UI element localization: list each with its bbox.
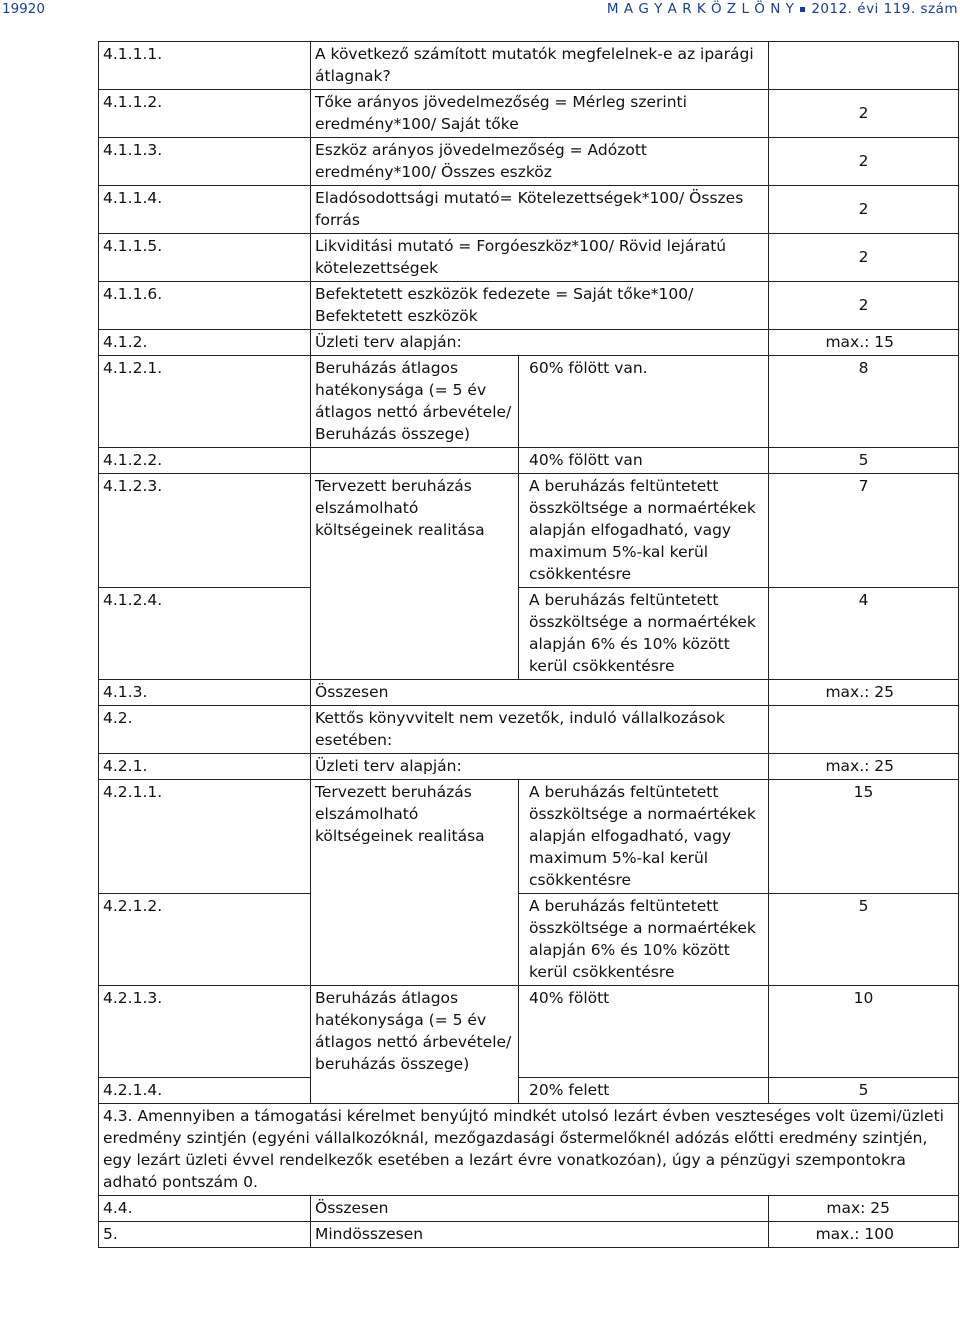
page-header — [0, 0, 960, 20]
row-id: 4.1.3. — [99, 680, 311, 706]
note-paragraph: 4.3. Amennyiben a támogatási kérelmet benyújtó mindkét utolsó lezárt évben veszteséges volt üzemi/üzleti eredmény szintjén (egyéni vállalkozóknál, mezőgazdasági őstermelőknél adózás előtti eredmény szintjén, egy lezárt üzleti évvel rendelkezők esetében a lezárt évre vonatkozóan), úgy a pénzügyi szempontokra adható pontszám 0. — [99, 1103, 959, 1195]
row-id: 4.1.2.3. — [99, 474, 311, 588]
row-criterion-empty — [311, 448, 519, 474]
row-text: Eszköz arányos jövedelmezőség = Adózott eredmény*100/ Összes eszköz — [311, 138, 769, 186]
row-points: 2 — [769, 186, 959, 234]
row-id: 4.1.1.1. — [99, 42, 311, 90]
row-points: 2 — [769, 282, 959, 330]
page-number: 19920 — [2, 1, 45, 17]
row-condition: A beruházás feltüntetett összköltsége a normaértékek alapján elfogadható, vagy maximum 5%-kal kerül csökkentésre — [519, 474, 769, 588]
table-row — [99, 474, 959, 588]
row-id: 5. — [99, 1221, 311, 1247]
table-row — [99, 138, 959, 186]
row-text: Befektetett eszközök fedezete = Saját tőke*100/ Befektetett eszközök — [311, 282, 769, 330]
row-points: 4 — [769, 588, 959, 680]
row-condition: A beruházás feltüntetett összköltsége a normaértékek alapján 6% és 10% között kerül csökkentésre — [519, 894, 769, 986]
row-text: Üzleti terv alapján: — [311, 754, 769, 780]
row-condition: 40% fölött — [519, 986, 769, 1078]
row-points: 2 — [769, 138, 959, 186]
section-row — [99, 706, 959, 754]
row-id: 4.4. — [99, 1195, 311, 1221]
row-criterion-empty — [311, 1077, 519, 1103]
table-row — [99, 780, 959, 894]
row-condition: A beruházás feltüntetett összköltsége a normaértékek alapján 6% és 10% között kerül csökkentésre — [519, 588, 769, 680]
row-max: max.: 25 — [769, 680, 959, 706]
scoring-table — [98, 41, 959, 1248]
row-condition: 40% fölött van — [519, 448, 769, 474]
row-id: 4.1.2. — [99, 330, 311, 356]
section-row — [99, 330, 959, 356]
row-text: Kettős könyvvitelt nem vezetők, induló vállalkozások esetében: — [311, 706, 769, 754]
scoring-table-container — [98, 41, 958, 1248]
section-row — [99, 754, 959, 780]
row-criterion: Beruházás átlagos hatékonysága (= 5 év átlagos nettó árbevétele/ Beruházás összege) — [311, 356, 519, 448]
section-row — [99, 680, 959, 706]
row-criterion-empty — [311, 894, 519, 986]
row-criterion: Beruházás átlagos hatékonysága (= 5 év átlagos nettó árbevétele/ beruházás összege) — [311, 986, 519, 1078]
row-id: 4.1.1.6. — [99, 282, 311, 330]
row-id: 4.1.2.4. — [99, 588, 311, 680]
row-criterion: Tervezett beruházás elszámolható költségeinek realitása — [311, 474, 519, 588]
table-row — [99, 282, 959, 330]
row-points: 7 — [769, 474, 959, 588]
row-text: Likviditási mutató = Forgóeszköz*100/ Rövid lejáratú kötelezettségek — [311, 234, 769, 282]
row-points: 2 — [769, 234, 959, 282]
row-points — [769, 42, 959, 90]
row-max: max: 25 — [769, 1195, 959, 1221]
row-points: 2 — [769, 90, 959, 138]
row-points-empty — [769, 706, 959, 754]
table-row — [99, 234, 959, 282]
row-points: 15 — [769, 780, 959, 894]
row-max: max.: 25 — [769, 754, 959, 780]
table-row — [99, 986, 959, 1078]
row-points: 5 — [769, 1077, 959, 1103]
table-row — [99, 356, 959, 448]
row-id: 4.1.1.4. — [99, 186, 311, 234]
row-text: Üzleti terv alapján: — [311, 330, 769, 356]
bullet-square-icon — [800, 7, 805, 12]
row-criterion-empty — [311, 588, 519, 680]
row-max: max.: 100 — [769, 1221, 959, 1247]
row-id: 4.2.1.2. — [99, 894, 311, 986]
row-text: Eladósodottsági mutató= Kötelezettségek*100/ Összes forrás — [311, 186, 769, 234]
table-row — [99, 1077, 959, 1103]
row-text: Mindösszesen — [311, 1221, 769, 1247]
row-points: 10 — [769, 986, 959, 1078]
row-id: 4.1.1.2. — [99, 90, 311, 138]
row-id: 4.1.2.1. — [99, 356, 311, 448]
row-id: 4.2.1.4. — [99, 1077, 311, 1103]
issue-label: 2012. évi 119. szám — [811, 1, 958, 17]
row-id: 4.2.1. — [99, 754, 311, 780]
journal-title — [607, 1, 958, 17]
row-condition: 20% felett — [519, 1077, 769, 1103]
row-max: max.: 15 — [769, 330, 959, 356]
note-row — [99, 1103, 959, 1195]
row-text: Összesen — [311, 680, 769, 706]
section-row — [99, 1221, 959, 1247]
table-row — [99, 448, 959, 474]
row-id: 4.2.1.1. — [99, 780, 311, 894]
table-row — [99, 90, 959, 138]
row-criterion: Tervezett beruházás elszámolható költségeinek realitása — [311, 780, 519, 894]
table-row — [99, 186, 959, 234]
row-id: 4.2.1.3. — [99, 986, 311, 1078]
table-row — [99, 588, 959, 680]
row-condition: A beruházás feltüntetett összköltsége a normaértékek alapján elfogadható, vagy maximum 5%-kal kerül csökkentésre — [519, 780, 769, 894]
row-points: 5 — [769, 894, 959, 986]
table-row — [99, 42, 959, 90]
row-text: A következő számított mutatók megfelelnek-e az iparági átlagnak? — [311, 42, 769, 90]
row-id: 4.1.1.5. — [99, 234, 311, 282]
journal-name: M A G Y A R K Ö Z L Ö N Y — [606, 1, 795, 17]
row-id: 4.1.1.3. — [99, 138, 311, 186]
row-points: 8 — [769, 356, 959, 448]
table-row — [99, 894, 959, 986]
row-condition: 60% fölött van. — [519, 356, 769, 448]
row-points: 5 — [769, 448, 959, 474]
row-id: 4.2. — [99, 706, 311, 754]
section-row — [99, 1195, 959, 1221]
row-text: Összesen — [311, 1195, 769, 1221]
row-text: Tőke arányos jövedelmezőség = Mérleg szerinti eredmény*100/ Saját tőke — [311, 90, 769, 138]
row-id: 4.1.2.2. — [99, 448, 311, 474]
